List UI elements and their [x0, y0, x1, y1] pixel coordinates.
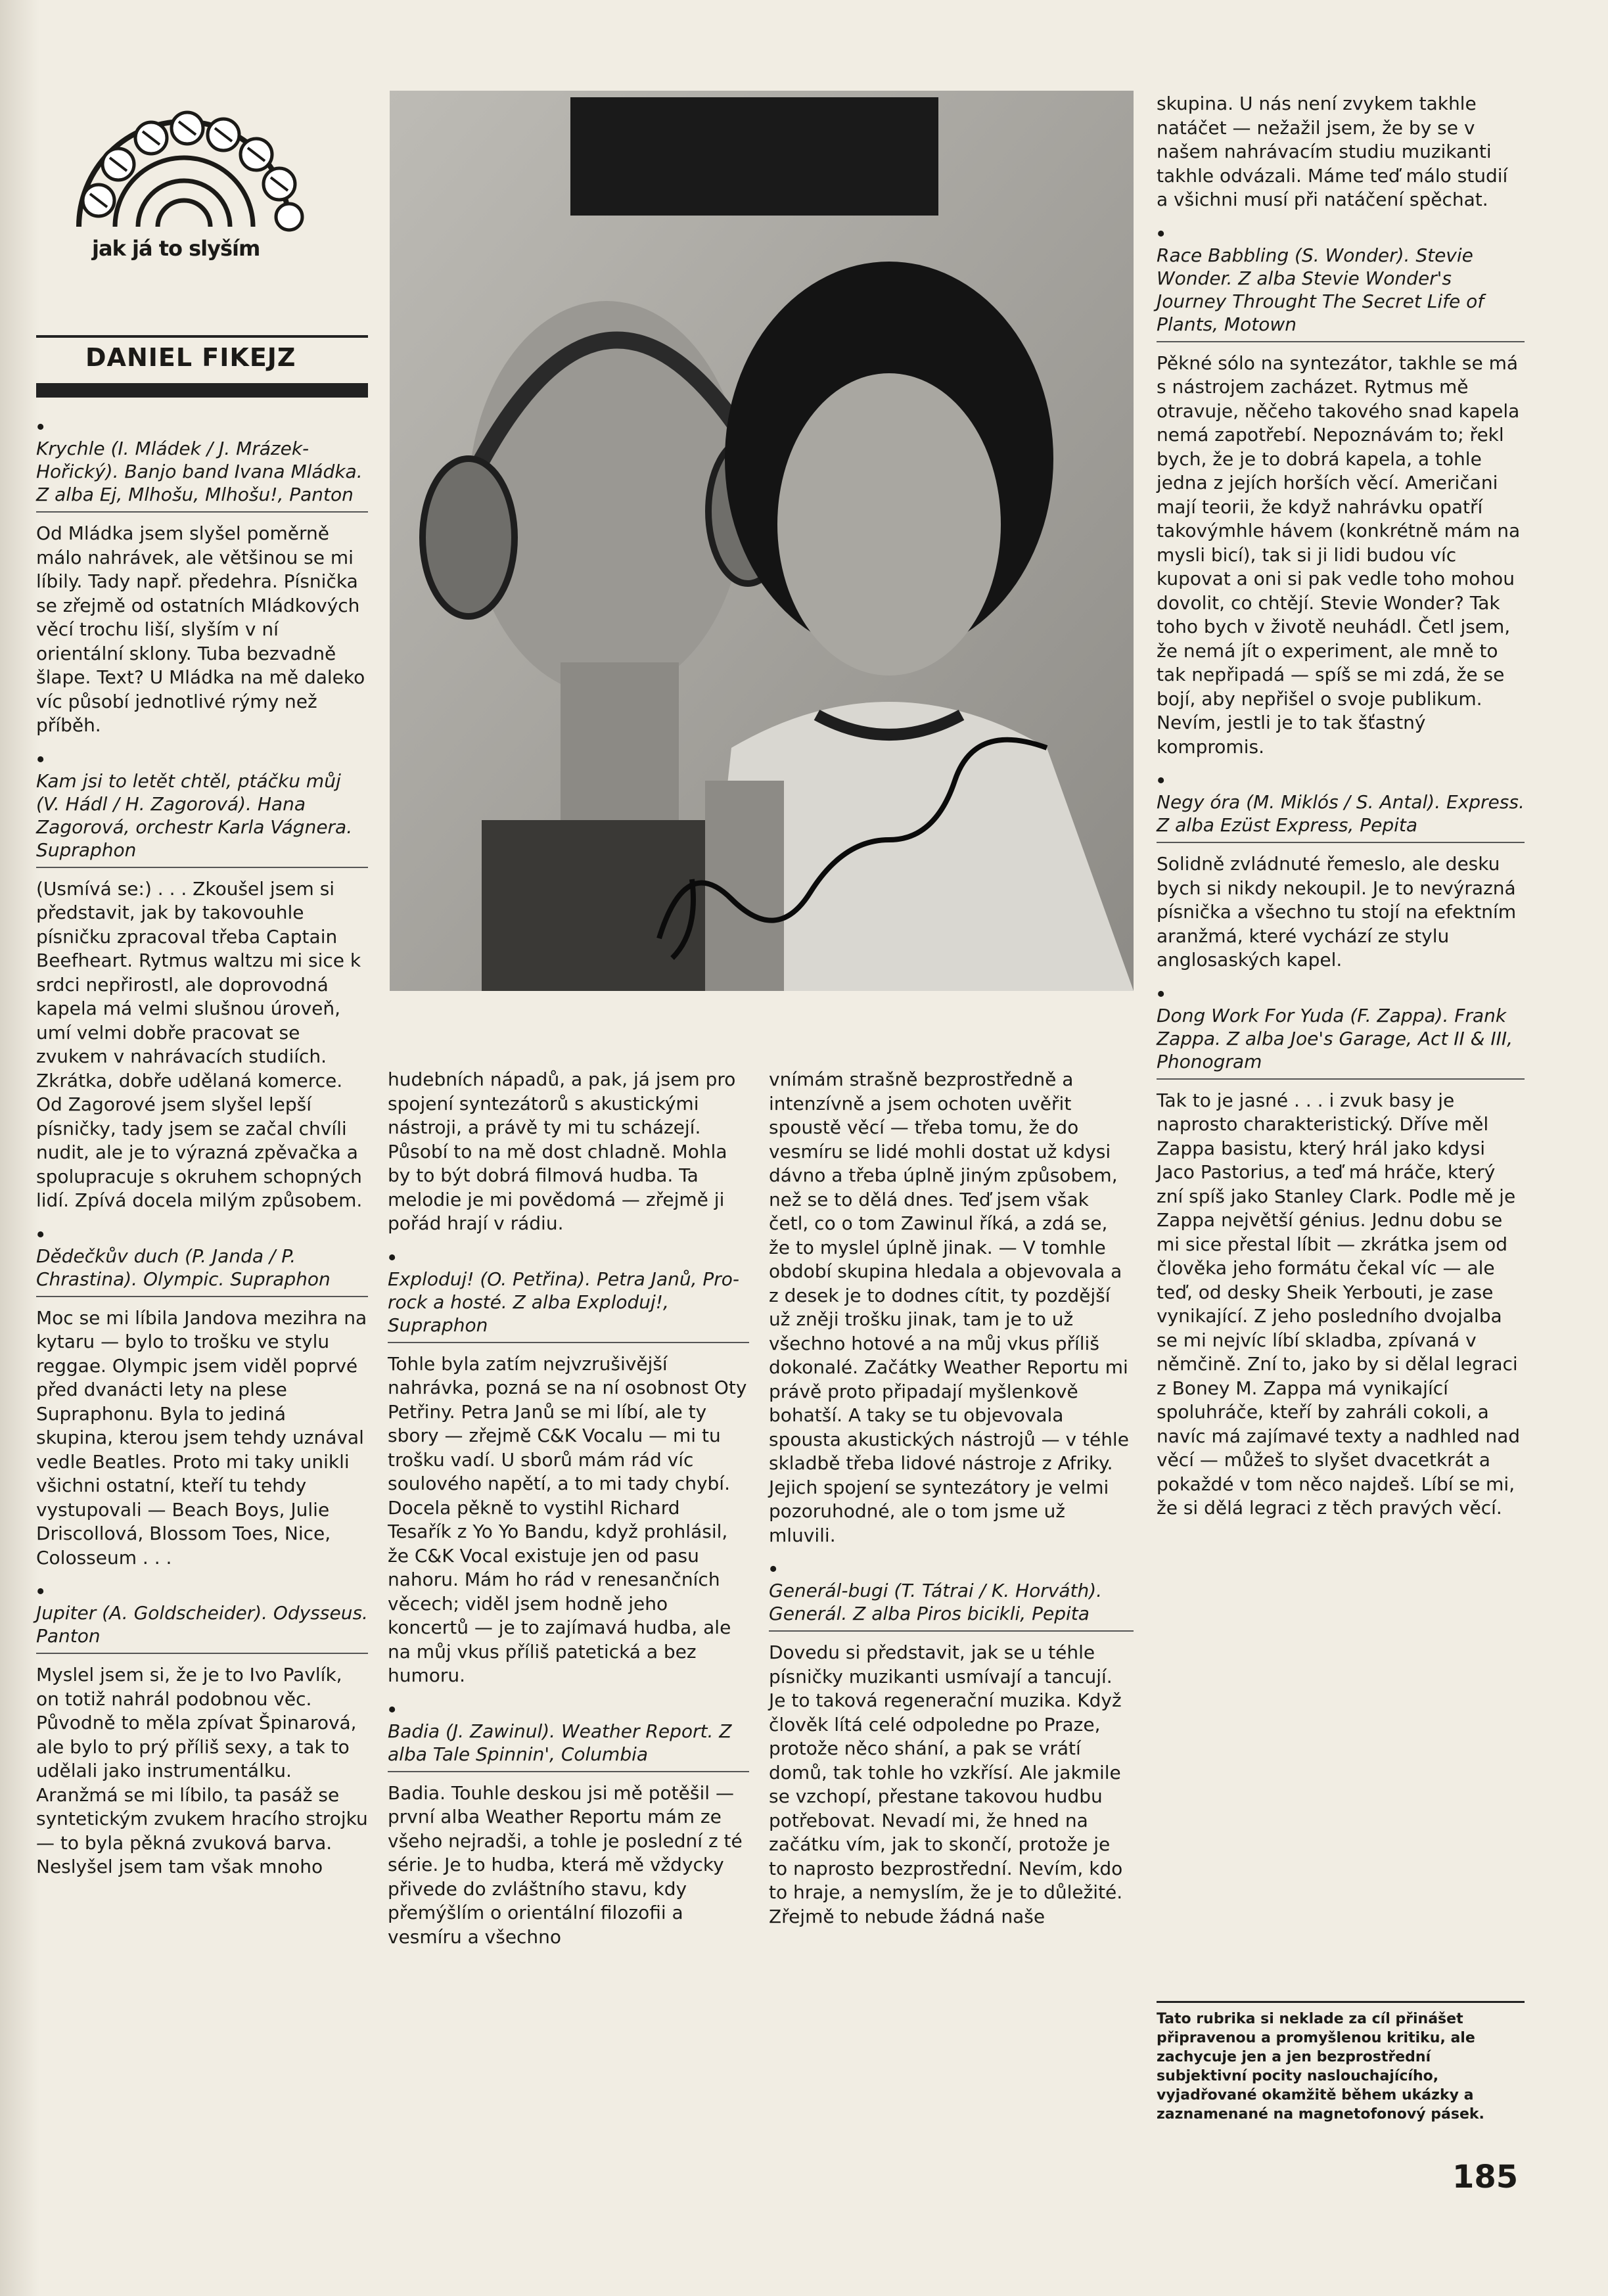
track-title: Krychle (I. Mládek / J. Mrázek-Hořický). Banjo band Ivana Mládka. Z alba Ej, Mlhošu, Mlhošu!, Panton: [36, 437, 368, 513]
review-text: Od Mládka jsem slyšel poměrně málo nahrávek, ale většinou se mi líbily. Tady např. předehra. Písnička se zřejmě od ostatních Mládkových věcí trochu liší, slyším v ní orientální sklony. Tuba bezvadně šlape. Text? U Mládka na mě daleko víc působí jednotlivé rýmy než příběh.: [36, 522, 365, 736]
track-title: Kam jsi to letět chtěl, ptáčku můj (V. Hádl / H. Zagorová). Hana Zagorová, orchestr Karla Vágnera. Supraphon: [36, 769, 368, 868]
track-title: Negy óra (M. Miklós / S. Antal). Express. Z alba Ezüst Express, Pepita: [1157, 791, 1525, 843]
rubric-logo: [36, 85, 365, 335]
bullet-icon: •: [36, 745, 45, 773]
column-3: [769, 1068, 1134, 1929]
track-title: Dong Work For Yuda (F. Zappa). Frank Zappa. Z alba Joe's Garage, Act II & III, Phonogram: [1157, 1004, 1525, 1080]
record-player-icon: [36, 85, 365, 237]
review-entry: [1157, 767, 1525, 973]
bullet-icon: •: [1157, 767, 1166, 794]
bullet-icon: •: [36, 413, 45, 441]
review-text: (Usmívá se:) . . . Zkoušel jsem si představit, jak by takovouhle písničku zpracoval třeba Captain Beefheart. Rytmus waltzu mi sice k srdci nepřirostl, ale doprovodná kapela má velmi slušnou úroveň, umí velmi dobře pracovat se zvukem v nahrávacích studiích. Zkrátka, dobře udělaná komerce. Od Zagorové jsem slyšel lepší písničky, tady jsem se začal chvíli nudit, ale je to výrazná zpěvačka a spolupracuje s okruhem schopných lidí. Zpívá docela milým způsobem.: [36, 877, 363, 1211]
review-entry: [36, 745, 368, 1213]
bullet-icon: •: [388, 1243, 397, 1272]
page-binding-shadow: [0, 0, 39, 2296]
review-entry: [36, 1220, 368, 1571]
review-text-continued: vnímám strašně bezprostředně a intenzívně a jsem ochoten uvěřit spoustě věcí — třeba tomu, že do vesmíru se lidé mohli dostat už kdysi dávno a třeba úplně jiným způsobem, než se to dělá dnes. Teď jsem však četl, co o tom Zawinul říká, a zdá se, že to myslel úplně jinak. — V tomhle období skupina hledala a objevovala a z desek je to dodnes cítit, ty pozdější už zněji trošku jinak, tam je to už všechno hotové a na můj vkus příliš dokonalé. Začátky Weather Reportu mi právě proto připadají myšlenkově bohatší. A taky se tu objevovala spousta akustických nástrojů — v téhle skladbě třeba lidové nástroje z Afriky. Jejich spojení se syntezátory je velmi pozoruhodné, ale o tom jsme už mluvili.: [769, 1068, 1129, 1546]
author-name: DANIEL FIKEJZ: [36, 335, 368, 380]
review-entry: [1157, 219, 1525, 760]
track-title: Generál-bugi (T. Tátrai / K. Horváth). Generál. Z alba Piros bicikli, Pepita: [769, 1579, 1134, 1632]
author-divider: [36, 383, 368, 398]
review-text: Tak to je jasné . . . i zvuk basy je naprosto charakteristický. Dříve měl Zappa basistu, který hrál jako kdysi Jaco Pastorius, a teď má hráče, který zní spíš jako Stanley Clark. Podle mě je Zappa největší génius. Jednu dobu se mi sice přestal líbit — zkrátka jsem od člověka jeho formátu čekal víc — ale teď, od desky Sheik Yerbouti, je zase vynikající. Z jeho posledního dvojalba se mi nejvíc líbí skladba, zpívaná v němčině. Zní to, jako by si dělal legraci z Boney M. Zappa má vynikající spoluhráče, kteří by zahráli cokoli, a navíc má zajímavé texty a nadhled nad věcí — můžeš to slyšet dvacetkrát a pokaždé v tom něco najdeš. Líbí se mi, že si dělá legraci z těch pravých věcí.: [1157, 1089, 1520, 1519]
bullet-icon: •: [36, 1220, 45, 1249]
review-text-continued: skupina. U nás není zvykem takhle natáčet — nežažil jsem, že by se v našem nahrávacím studiu muzikanti takhle odvázali. Máme teď málo studií a všichni musí při natáčení spěchat.: [1157, 93, 1508, 210]
rubric-title: jak já to slyším: [92, 236, 260, 261]
column-2: [388, 1068, 749, 1949]
column-1: [36, 85, 368, 1879]
review-entry: [36, 413, 368, 738]
bullet-icon: •: [36, 1578, 45, 1605]
rubric-footnote: Tato rubrika si neklade za cíl přinášet připravenou a promyšlenou kritiku, ale zachycuje jen a jen bezprostřední subjektivní pocity naslouchajícího, vyjadřované okamžitě během ukázky a zaznamenané na magnetofonový pásek.: [1157, 2001, 1525, 2124]
review-entry: [36, 1578, 368, 1879]
page-number: 185: [1452, 2159, 1519, 2195]
track-title: Race Babbling (S. Wonder). Stevie Wonder. Z alba Stevie Wonder's Journey Throught The Secret Life of Plants, Motown: [1157, 244, 1525, 342]
review-text-continued: hudebních nápadů, a pak, já jsem pro spojení syntezátorů s akustickými nástroji, a právě ty mi tu scházejí. Působí to na mě dost chladně. Mohla by to být dobrá filmová hudba. Ta melodie je mi povědomá — zřejmě ji pořád hrají v rádiu.: [388, 1068, 736, 1234]
review-text: Dovedu si představit, jak se u téhle písničky muzikanti usmívají a tancují. Je to taková regenerační muzika. Když člověk lítá celé odpoledne po Praze, protože něco shání, a pak se vrátí domů, tak tohle ho vzkřísí. Ale jakmile se vzchopí, přestane takovou hudbu potřebovat. Nevadí mi, že hned na začátku vím, jak to skončí, protože je to naprosto bezprostřední. Nevím, kdo to hraje, a nemyslím, že je to důležité. Zřejmě to nebude žádná naše: [769, 1642, 1123, 1927]
review-entry: [388, 1695, 749, 1950]
review-text: Myslel jsem si, že je to Ivo Pavlík, on totiž nahrál podobnou věc. Původně to měla zpívat Špinarová, ale bylo to prý příliš sexy, a tak to udělali jako instrumentálku. Aranžmá se mi líbilo, ta pasáž se syntetickým zvukem hracího strojku — to byla pěkná zvuková barva. Neslyšel jsem tam však mnoho: [36, 1664, 368, 1877]
track-title: Jupiter (A. Goldscheider). Odysseus. Panton: [36, 1601, 368, 1654]
track-title: Dědečkův duch (P. Janda / P. Chrastina). Olympic. Supraphon: [36, 1245, 368, 1297]
review-text: Tohle byla zatím nejvzrušivější nahrávka, pozná se na ní osobnost Oty Petřiny. Petra Janů se mi líbí, ale ty sbory — zřejmě C&K Vocalu — mi tu trošku vadí. U sborů mám rád víc soulového napětí, a to mi tady chybí. Docela pěkně to vystihl Richard Tesařík z Yo Yo Bandu, když prohlásil, že C&K Vocal existuje jen od pasu nahoru. Mám ho rád v renesančních věcech; viděl jsem hodně jeho koncertů — je to zajímavá hudba, ale na můj vkus příliš patetická a bez humoru.: [388, 1352, 747, 1686]
review-text: Solidně zvládnuté řemeslo, ale desku bych si nikdy nekoupil. Je to nevýrazná písnička a všechno tu stojí na efektním aranžmá, které vychází ze stylu anglosaských kapel.: [1157, 853, 1517, 971]
bullet-icon: •: [388, 1695, 397, 1724]
portrait-photo: [390, 91, 1134, 991]
review-entry: [388, 1243, 749, 1688]
review-text: Badia. Touhle deskou jsi mě potěšil — první alba Weather Reportu mám ze všeho nejradši, a tohle je poslední z té série. Je to hudba, která mě vždycky přivede do zvláštního stavu, kdy přemýšlím o orientální filozofii a vesmíru a všechno: [388, 1781, 743, 1948]
column-4: [1157, 92, 1525, 1521]
review-text: Moc se mi líbila Jandova mezihra na kytaru — bylo to trošku ve stylu reggae. Olympic jsem viděl poprvé před dvanácti lety na plese Supraphonu. Byla to jediná skupina, kterou jsem tehdy uznával vedle Beatles. Proto mi taky unikli všichni ostatní, kteří tu tehdy vystupovali — Beach Boys, Julie Driscollová, Blossom Toes, Nice, Colosseum . . .: [36, 1306, 367, 1569]
review-entry: [1157, 980, 1525, 1521]
bullet-icon: •: [769, 1555, 778, 1583]
review-entry: [769, 1555, 1134, 1929]
review-text: Pěkné sólo na syntezátor, takhle se má s nástrojem zacházet. Rytmus mě otravuje, něčeho takového snad kapela nemá zapotřebí. Nepoznávám to; řekl bych, že je to dobrá kapela, a tohle jedna z jejích horších věcí. Američani mají teorii, že když nahrávku opatří takovýmhle hávem (konkrétně mám na mysli bicí), tak si ji lidi budou víc kupovat a oni si pak vedle toho mohou dovolit, co chtějí. Stevie Wonder? Tak toho bych v životě neuhádl. Četl jsem, že nemá jít o experiment, ale mně to tak nepřipadá — spíš se mi zdá, že se bojí, aby nepřišel o svoje publikum. Nevím, jestli je to tak šťastný kompromis.: [1157, 352, 1521, 758]
track-title: Exploduj! (O. Petřina). Petra Janů, Pro-rock a hosté. Z alba Exploduj!, Supraphon: [388, 1268, 749, 1343]
bullet-icon: •: [1157, 219, 1166, 248]
bullet-icon: •: [1157, 980, 1166, 1008]
track-title: Badia (J. Zawinul). Weather Report. Z alba Tale Spinnin', Columbia: [388, 1720, 749, 1772]
